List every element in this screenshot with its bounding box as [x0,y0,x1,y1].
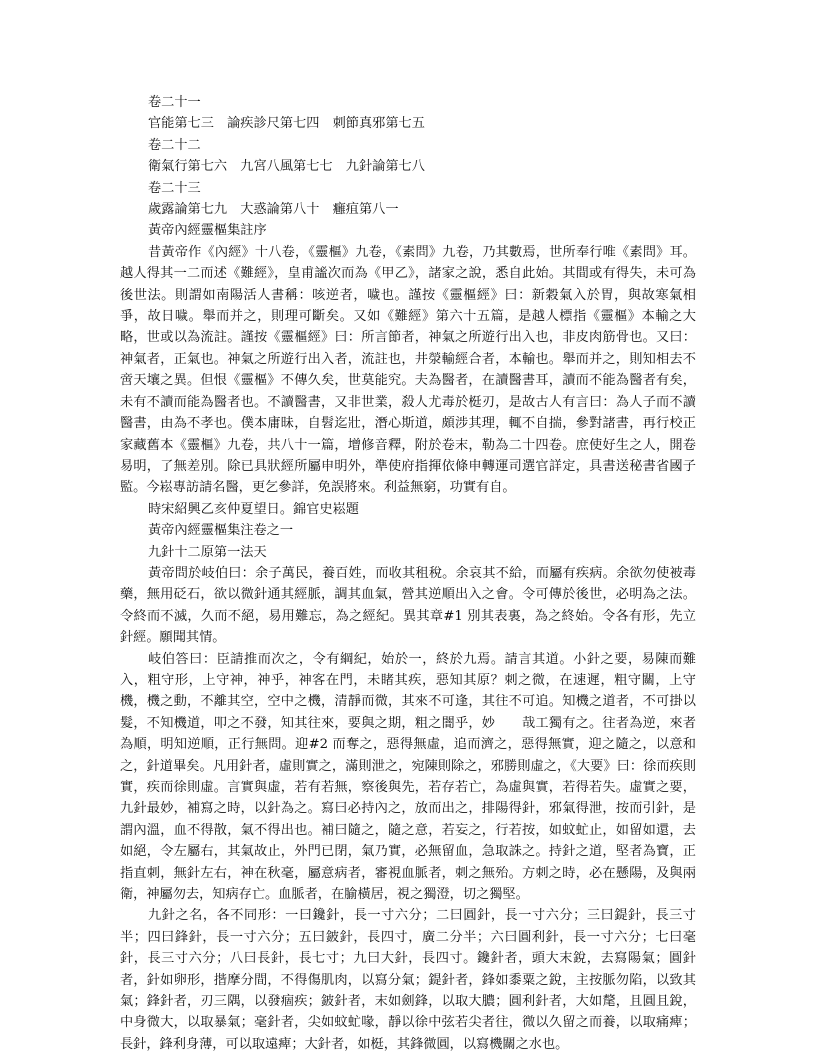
volume-title: 黃帝內經靈樞集注卷之一 [148,523,294,539]
toc-volume-21: 卷二十一 [148,95,201,110]
chapter-title: 九針十二原第一法天 [148,544,267,560]
preface-title: 黃帝內經靈樞集註序 [148,223,267,239]
toc-chapters-73-75: 官能第七三 論疾診尺第七四 刺節真邪第七五 [148,116,425,132]
colophon: 時宋紹興乙亥仲夏望日。錦官史崧題 [148,501,359,517]
toc-volume-23: 卷二十三 [148,180,201,196]
preface-paragraph: 昔黃帝作《內經》十八卷，《靈樞》九卷，《素問》九卷，乃其數焉，世所奉行唯《素問》耳。越人得其一二而述《難經》，皇甫謐次而為《甲乙》，諸家之說，悉自此始。其間或有得失，未可為後世法。則謂如南陽活人書稱：咳逆者，噦也。謹按《靈樞經》曰：新穀氣入於胃，與故寒氣相爭，故日噦。舉而并之，則理可斷矣。又如《難經》第六十五篇，是越人標指《靈樞》本輸之大略，世或以為流註。謹按《靈樞經》曰：所言節者，神氣之所遊行出入也，非皮肉筋骨也。又曰：神氣者，正氣也。神氣之所遊行出入者，流註也，井滎輸經合者，本輸也。舉而并之，則知相去不啻天壤之異。但恨《靈樞》不傳久矣，世莫能究。夫為醫者，在讀醫書耳，讀而不能為醫者有矣，未有不讀而能為醫者也。不讀醫書，又非世業，殺人尤毒於梃刃，是故古人有言曰：為人子而不讀醫書，由為不孝也。僕本庸昧，自髫迄壯，潛心斯道，頗涉其理，輒不自揣，參對諸書，再行校正家藏舊本《靈樞》九卷，共八十一篇，增修音釋，附於卷末，勒為二十四卷。庶使好生之人，開卷易明，了無差別。除已具狀經所屬申明外，準使府指揮依條申轉運司選官詳定，具書送秘書省國子監。今崧專訪請名醫，更乞參詳，免誤將來。利益無窮，功實有自。 [120,244,696,496]
toc-chapters-76-78: 衛氣行第七六 九宮八風第七七 九針論第七八 [148,159,425,175]
body-paragraph: 岐伯答曰：臣請推而次之，令有綱紀，始於一，終於九焉。請言其道。小針之要，易陳而難入，粗守形，上守神，神乎，神客在門，未睹其疾，惡知其原？刺之微，在速遲，粗守關，上守機，機之動，不離其空，空中之機，清靜而微，其來不可逢，其往不可追。知機之道者，不可掛以髮，不知機道，叩之不發，知其往來，要與之期，粗之闇乎，妙 哉工獨有之。往者為逆，來者為順，明知逆順，正行無問。迎#2 而奪之，惡得無虛，追而濟之，惡得無實，迎之隨之，以意和之，針道畢矣。凡用針者，虛則實之，滿則泄之，宛陳則除之，邪勝則虛之，《大要》曰：徐而疾則實，疾而徐則虛。言實與虛，若有若無，察後與先，若存若亡，為虛與實，若得若失。虛實之要，九針最妙，補寫之時，以針為之。寫曰必持內之，放而出之，排陽得針，邪氣得泄，按而引針，是謂內溫，血不得散，氣不得出也。補曰隨之，隨之意，若妄之，行若按，如蚊虻止，如留如還，去如絕，令左屬右，其氣故止，外門已閉，氣乃實，必無留血，急取誅之。持針之道，堅者為寶，正指直刺，無針左右，神在秋毫，屬意病者，審視血脈者，刺之無殆。方刺之時，必在懸陽，及與兩衛，神屬勿去，知病存亡。血脈者，在腧橫居，視之獨澄，切之獨堅。 [120,651,696,903]
body-paragraph: 黃帝問於岐伯曰：余子萬民，養百姓，而收其租稅。余哀其不給，而屬有疾病。余欲勿使被毒藥，無用砭石，欲以微針通其經脈，調其血氣，營其逆順出入之會。令可傳於後世，必明為之法。令終而不滅，久而不絕，易用難忘，為之經紀。異其章#1 別其表裏，為之終始。令各有形，先立針經。願聞其情。 [120,565,696,646]
body-paragraph: 九針之名，各不同形：一曰鑱針，長一寸六分；二曰圓針，長一寸六分；三曰鍉針，長三寸半；四曰鋒針，長一寸六分；五曰鈹針，長四寸，廣二分半；六曰圓利針，長一寸六分；七曰毫針，長三寸六分；八曰長針，長七寸；九曰大針，長四寸。鑱針者，頭大末銳，去寫陽氣；圓針者，針如卵形，揩摩分間，不得傷肌肉，以寫分氣；鍉針者，鋒如黍粟之銳，主按脈勿陷，以致其氣；鋒針者，刃三隅，以發痼疾；鈹針者，末如劍鋒，以取大膿；圓利針者，大如氂，且圓且銳，中身微大，以取暴氣；毫針者，尖如蚊虻喙，靜以徐中弦若尖者往，微以久留之而養，以取痛痺；長針，鋒利身薄，可以取遠痺；大針者，如梃，其鋒微圓，以寫機關之水也。 [120,908,696,1052]
toc-chapters-79-81: 歲露論第七九 大惑論第八十 癰疽第八一 [148,202,399,218]
toc-volume-22: 卷二十二 [148,137,201,153]
